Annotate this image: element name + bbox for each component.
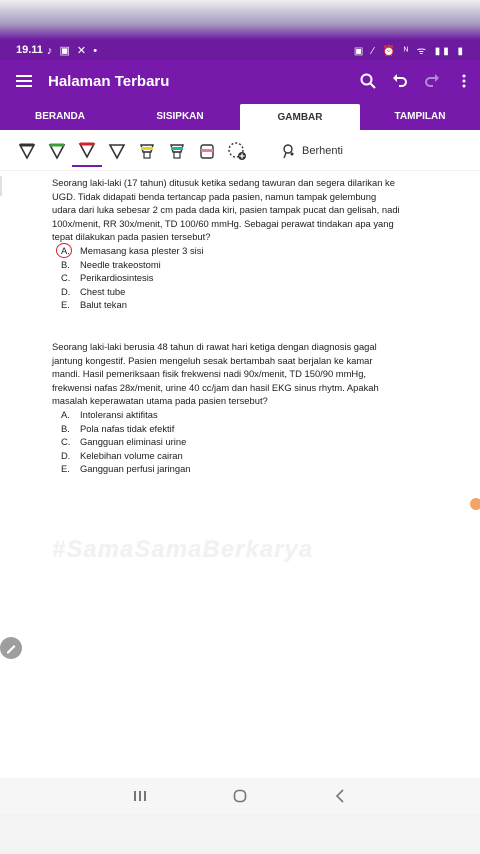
option-letter: D. [61, 449, 71, 461]
tab-sisipkan[interactable]: SISIPKAN [156, 110, 204, 122]
app-bar [0, 60, 480, 102]
option-letter: A. [61, 408, 70, 420]
question-2 [52, 340, 432, 476]
redo-icon[interactable] [416, 60, 448, 102]
recent-apps-icon[interactable] [90, 790, 190, 802]
question-1-line: udara dari luka sebesar 2 cm pada dada kiri, pasien tampak pucat dan gelisah, nadi [52, 204, 400, 216]
option-item [52, 449, 432, 463]
question-1-line: 100x/menit, RR 30x/menit, TD 100/60 mmHg. Sebagai perawat tindakan apa yang [52, 217, 394, 229]
question-1-options [52, 244, 432, 312]
option-item [52, 285, 432, 299]
option-item [52, 408, 432, 422]
option-item [52, 422, 432, 436]
back-icon[interactable] [290, 789, 390, 803]
pen-green-icon[interactable] [42, 136, 72, 166]
option-text: Gangguan perfusi jaringan [80, 463, 191, 475]
option-text: Perikardiosintesis [80, 272, 154, 284]
option-letter: E. [61, 299, 70, 311]
add-pen-icon[interactable] [222, 136, 252, 166]
undo-icon[interactable] [384, 60, 416, 102]
notification-icons: ♪ ▣ ✕ • [46, 44, 100, 57]
option-text: Needle trakeostomi [80, 258, 161, 270]
option-item [52, 258, 432, 272]
highlighter-pink-icon[interactable] [192, 136, 222, 166]
more-options-icon[interactable] [448, 60, 480, 102]
question-1 [52, 176, 432, 312]
option-text: Memasang kasa plester 3 sisi [80, 244, 204, 256]
status-time: 19.11 [16, 44, 43, 56]
system-nav-bar [0, 778, 480, 814]
option-text: Kelebihan volume cairan [80, 449, 183, 461]
option-letter: C. [61, 436, 71, 448]
highlighter-yellow-icon[interactable] [132, 136, 162, 166]
question-1-line: UGD. Tidak didapati benda tertancap pada pasien, namun tampak gelembung [52, 190, 377, 202]
tab-beranda[interactable]: BERANDA [35, 110, 85, 122]
watermark: #SamaSamaBerkarya [52, 536, 314, 563]
option-text: Chest tube [80, 285, 126, 297]
stop-label: Berhenti [302, 145, 343, 157]
option-letter: D. [61, 285, 71, 297]
option-item [52, 271, 432, 285]
top-overlay [0, 0, 480, 40]
edit-pencil-icon[interactable] [0, 637, 22, 659]
option-text: Gangguan eliminasi urine [80, 436, 187, 448]
question-2-line: masalah keperawatan utama pada pasien tersebut? [52, 395, 268, 407]
menu-icon[interactable] [0, 60, 48, 102]
highlighter-teal-icon[interactable] [162, 136, 192, 166]
option-item [52, 244, 432, 258]
option-letter: B. [61, 422, 70, 434]
option-letter: C. [61, 272, 71, 284]
option-letter: B. [61, 258, 70, 270]
note-page[interactable] [52, 176, 432, 476]
option-item [52, 298, 432, 312]
option-text: Balut tekan [80, 299, 127, 311]
lasso-icon [280, 143, 296, 159]
status-bar [0, 40, 480, 60]
question-2-line: frekwensi nafas 28x/menit, urine 40 cc/jam dan hasil EKG sinus rhytm. Apakah [52, 381, 379, 393]
tab-tampilan[interactable]: TAMPILAN [394, 110, 446, 122]
question-2-options [52, 408, 432, 476]
draw-toolbar [0, 132, 480, 171]
bottom-area [0, 814, 480, 854]
pen-red-icon[interactable] [72, 135, 102, 167]
option-text: Intoleransi aktifitas [80, 408, 158, 420]
pen-black-icon[interactable] [12, 136, 42, 166]
option-text: Pola nafas tidak efektif [80, 422, 175, 434]
tab-gambar[interactable]: GAMBAR [240, 104, 360, 130]
scroll-indicator[interactable] [470, 498, 480, 510]
pen-dark-icon[interactable] [102, 136, 132, 166]
question-2-line: Seorang laki-laki berusia 48 tahun di rawat hari ketiga dengan diagnosis gagal [52, 340, 377, 352]
option-letter: E. [61, 463, 70, 475]
search-icon[interactable] [352, 60, 384, 102]
question-2-line: jantung kongestif. Pasien mengeluh sesak bertambah saat berjalan ke kamar [52, 354, 373, 366]
question-1-line: Seorang laki-laki (17 tahun) ditusuk ketika sedang tawuran dan segera dilarikan ke [52, 177, 395, 188]
page-title: Halaman Terbaru [48, 72, 170, 90]
option-item [52, 435, 432, 449]
system-icons: ▣ ⁄ ⏰ ᴺ ᯤ ▮▮ ▮ [353, 46, 466, 57]
home-icon[interactable] [190, 789, 290, 803]
page-edge [0, 176, 2, 196]
stop-drawing-button[interactable] [280, 143, 343, 159]
answer-circle-annotation [56, 243, 72, 258]
option-item [52, 462, 432, 476]
option-letter: A. [61, 244, 70, 256]
question-2-line: mandi. Hasil pemeriksaan fisik frekwensi nadi 90x/menit, TD 150/90 mmHg, [52, 368, 367, 380]
question-1-line: tepat dilakukan pada pasien tersebut? [52, 231, 211, 243]
ribbon-tabs [0, 102, 480, 130]
